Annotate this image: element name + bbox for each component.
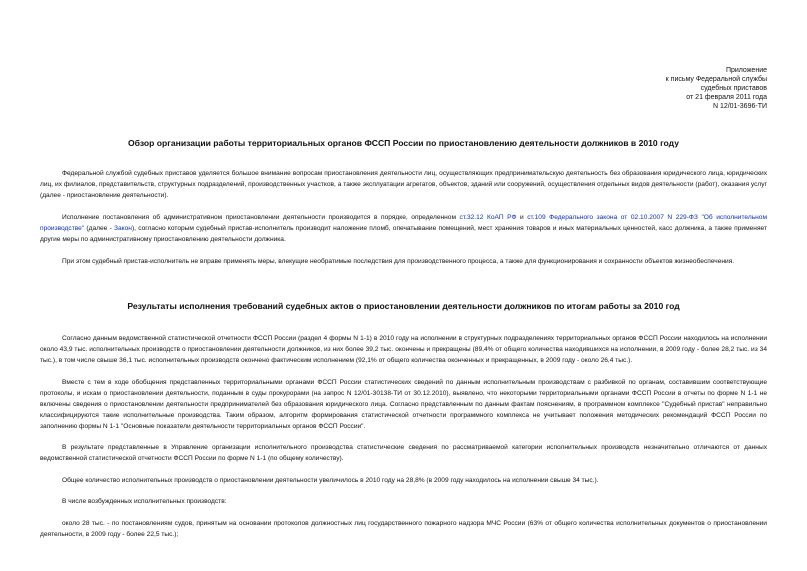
paragraph: При этом судебный пристав-исполнитель не вправе применять меры, влекущие необратимые последствия для производственного процесса, а также для функционирования и сохранности объектов жизнеобеспечения. [62, 258, 735, 265]
appendix-line: судебных приставов [700, 85, 767, 92]
paragraph-text: ), согласно которым судебный пристав-исполнитель производит наложение пломб, опечатывание помещений, мест хранения товаров и иных материальных ценностей, касс должника, а также применяет другие меры по административному приостановлению деятельности должника. [40, 225, 767, 243]
paragraph: Федеральной службой судебных приставов уделяется большое внимание вопросам приостановления деятельности лиц, осуществляющих предпринимательскую деятельность без образования юридического лица, юридических лиц, их филиалов, представительств, структурных подразделений, производственных участков, а также эксплуатации агрегатов, объектов, зданий или сооружений, осуществления отдельных видов деятельности (работ), оказания услуг (далее - приостановление деятельности). [40, 170, 767, 199]
appendix-line: Приложение [725, 67, 767, 74]
paragraph [40, 212, 767, 245]
paragraph: около 28 тыс. - по постановлениям судов, принятым на основании протоколов должностных лиц государственного пожарного надзора МЧС России (63% от общего количества исполнительных документов о приостановлении деятельности, в 2009 году - более 22,5 тыс.); [40, 520, 767, 538]
paragraph-text: Исполнение постановления об административном приостановлении деятельности производится в порядке, определенном [62, 214, 460, 221]
appendix-line: к письму Федеральной службы [665, 76, 767, 83]
appendix-line: N 12/01-3696-ТИ [712, 103, 767, 110]
document-title: Обзор организации работы территориальных органов ФССП России по приостановлению деятельности должников в 2010 году [127, 138, 680, 148]
paragraph: В числе возбужденных исполнительных производств: [62, 498, 227, 505]
paragraph: Вместе с тем в ходе обобщения представленных территориальными органами ФССП России статистических сведений по данным исполнительным производствам с разбивкой по органам, составившим соответствующие протоколы, и искам о приостановлении деятельности, поданным в суды прокурорами (на запрос N 12/01-30138-ТИ от 30.12.2010), выявлено, что некоторыми территориальными органами ФССП России в отчеты по форме N 1-1 не включены сведения о приостановлении деятельности предпринимателей без образования юридического лица. Согласно представленным по данным фактам пояснениям, в программном комплексе "Судебный пристав" неправильно классифицируются такие исполнительные производства. Таким образом, алгоритм формирования статистической отчетности программного комплекса не учитывает положения методических рекомендаций ФССП России по заполнению формы N 1-1 "Основные показатели деятельности территориальных органов ФССП России". [40, 379, 767, 430]
law-link[interactable]: Закон [114, 225, 132, 232]
paragraph: Общее количество исполнительных производств о приостановлении деятельности увеличилось в 2010 году на 28,8% (в 2009 году находилось на исполнении свыше 34 тыс.). [62, 477, 599, 484]
koap-link[interactable]: ст.32.12 КоАП РФ [459, 214, 517, 221]
section-title: Результаты исполнения требований судебных актов о приостановлении деятельности должников по итогам работы за 2010 год [127, 301, 680, 311]
federal-law-link[interactable]: ст.109 Федерального закона от 02.10.2007 N 229-ФЗ "Об исполнительном производстве" [40, 214, 767, 232]
paragraph: Согласно данным ведомственной статистической отчетности ФССП России (раздел 4 формы N 1-1) в 2010 году на исполнении в структурных подразделениях территориальных органов ФССП России находилось на исполнении около 43,9 тыс. исполнительных производств о приостановлении деятельности должников, из них более 39,2 тыс. окончены и прекращены (89,4% от общего количества находившихся на исполнении, в 2009 году - более 28,2 тыс. из 34 тыс.), в том числе свыше 36,1 тыс. исполнительных производств окончено фактическим исполнением (92,1% от общего количества оконченных и прекращенных, в 2009 году - около 26,4 тыс.). [40, 335, 767, 364]
appendix-line: от 21 февраля 2011 года [686, 94, 767, 101]
paragraph: В результате представленные в Управление организации исполнительного производства статистические сведения по рассматриваемой категории исполнительных производств незначительно отличаются от данных ведомственной статистической отчетности ФССП России по форме N 1-1 (по общему количеству). [40, 444, 767, 462]
paragraph-text: и [516, 214, 528, 221]
appendix-block [666, 66, 767, 111]
paragraph-text: (далее - [84, 225, 115, 232]
